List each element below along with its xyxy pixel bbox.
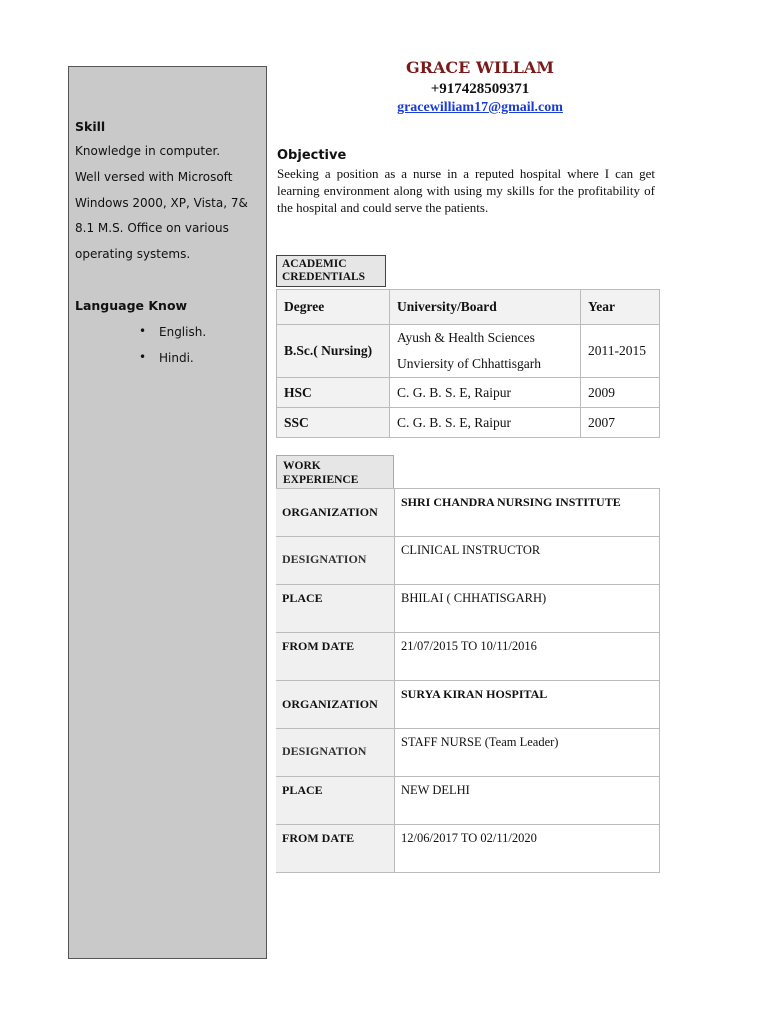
field-value: NEW DELHI bbox=[394, 777, 660, 824]
board-line: Ayush & Health Sciences bbox=[397, 330, 535, 345]
work-table bbox=[276, 488, 660, 873]
column-header: University/Board bbox=[390, 290, 581, 325]
field-label: DESIGNATION bbox=[276, 537, 394, 584]
year-cell: 2009 bbox=[581, 378, 660, 408]
year-cell: 2007 bbox=[581, 408, 660, 438]
field-label: FROM DATE bbox=[276, 825, 394, 872]
skill-line: Knowledge in computer. bbox=[75, 144, 221, 158]
field-value: STAFF NURSE (Team Leader) bbox=[394, 729, 660, 776]
table-row bbox=[277, 408, 660, 438]
academic-heading: ACADEMIC CREDENTIALS bbox=[276, 255, 386, 287]
column-header: Year bbox=[581, 290, 660, 325]
field-value: BHILAI ( CHHATISGARH) bbox=[394, 585, 660, 632]
language-item: Hindi. bbox=[159, 351, 194, 365]
table-row bbox=[276, 729, 660, 777]
field-label: PLACE bbox=[276, 585, 394, 632]
degree-cell: B.Sc.( Nursing) bbox=[277, 325, 390, 378]
board-cell: C. G. B. S. E, Raipur bbox=[390, 408, 581, 438]
sidebar bbox=[68, 66, 267, 959]
table-header-row bbox=[277, 290, 660, 325]
table-row bbox=[276, 777, 660, 825]
table-row bbox=[276, 537, 660, 585]
field-value: 12/06/2017 TO 02/11/2020 bbox=[394, 825, 660, 872]
language-heading: Language Know bbox=[75, 298, 188, 313]
field-label: ORGANIZATION bbox=[276, 681, 394, 728]
board-cell: C. G. B. S. E, Raipur bbox=[390, 378, 581, 408]
degree-cell: HSC bbox=[277, 378, 390, 408]
work-heading: WORK EXPERIENCE bbox=[276, 455, 394, 488]
field-value: CLINICAL INSTRUCTOR bbox=[394, 537, 660, 584]
bullet-icon: • bbox=[139, 324, 147, 338]
field-label: ORGANIZATION bbox=[276, 489, 394, 536]
column-header: Degree bbox=[277, 290, 390, 325]
objective-text: Seeking a position as a nurse in a reputed hospital where I can get learning environment along with using my skills for the profitability of the hospital and could serve the patients. bbox=[277, 166, 655, 215]
board-cell bbox=[390, 325, 581, 378]
skill-line: 8.1 M.S. Office on various bbox=[75, 221, 229, 235]
skill-line: Windows 2000, XP, Vista, 7& bbox=[75, 196, 248, 210]
language-item: English. bbox=[159, 325, 207, 339]
skill-line: Well versed with Microsoft bbox=[75, 170, 233, 184]
field-label: FROM DATE bbox=[276, 633, 394, 680]
phone-number: +917428509371 bbox=[430, 81, 530, 97]
candidate-name: GRACE WILLAM bbox=[406, 58, 554, 77]
degree-cell: SSC bbox=[277, 408, 390, 438]
table-row bbox=[276, 633, 660, 681]
table-row bbox=[276, 585, 660, 633]
field-value: SURYA KIRAN HOSPITAL bbox=[394, 681, 660, 728]
table-row bbox=[276, 825, 660, 873]
table-row bbox=[276, 681, 660, 729]
table-row bbox=[276, 488, 660, 537]
table-row bbox=[277, 378, 660, 408]
year-cell: 2011-2015 bbox=[581, 325, 660, 378]
skill-heading: Skill bbox=[75, 119, 106, 134]
email-link[interactable]: gracewilliam17@gmail.com bbox=[397, 100, 563, 115]
table-row bbox=[277, 325, 660, 378]
skill-line: operating systems. bbox=[75, 247, 191, 261]
field-label: PLACE bbox=[276, 777, 394, 824]
academic-table bbox=[276, 289, 660, 438]
field-value: SHRI CHANDRA NURSING INSTITUTE bbox=[394, 489, 660, 536]
objective-heading: Objective bbox=[277, 148, 347, 163]
board-line: Unviersity of Chhattisgarh bbox=[397, 356, 541, 371]
field-value: 21/07/2015 TO 10/11/2016 bbox=[394, 633, 660, 680]
bullet-icon: • bbox=[139, 350, 147, 364]
field-label: DESIGNATION bbox=[276, 729, 394, 776]
